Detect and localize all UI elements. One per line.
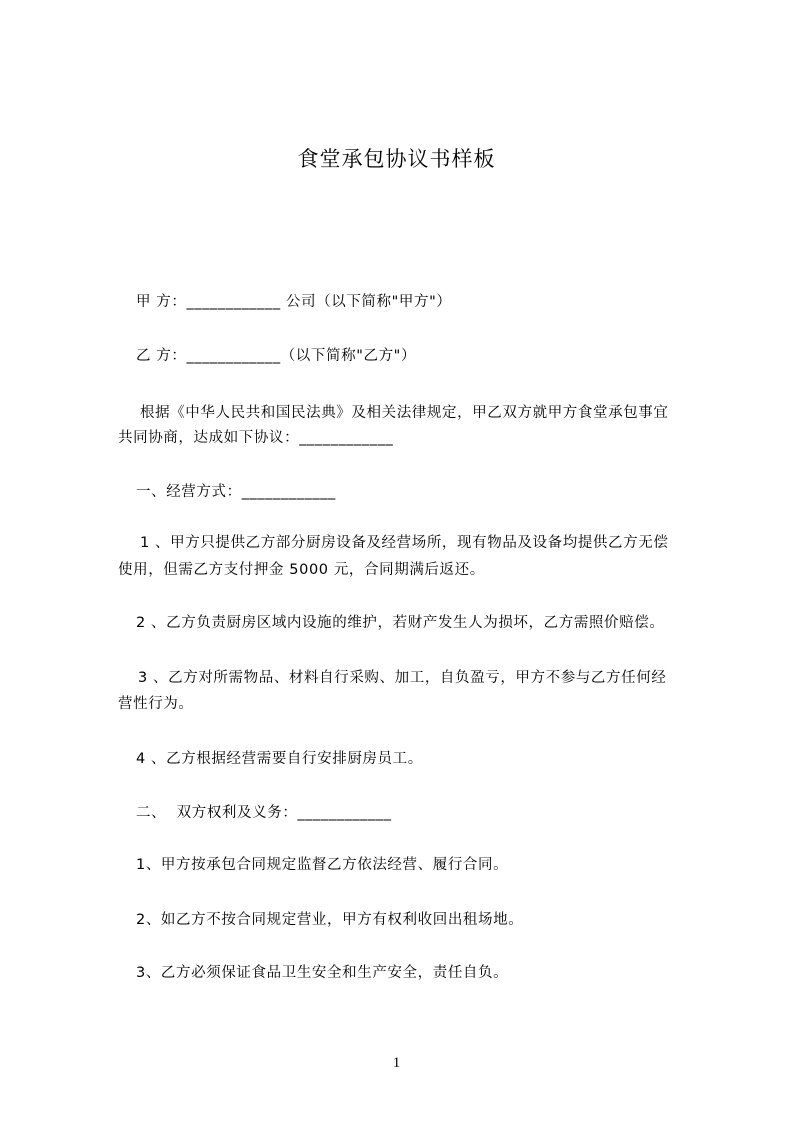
clause-2-1: 1、甲方按承包合同规定监督乙方依法经营、履行合同。: [136, 857, 509, 873]
clause-2-2: 2、如乙方不按合同规定营业，甲方有权利收回出租场地。: [136, 912, 524, 928]
section-1-heading: 一、经营方式：____________: [136, 484, 336, 500]
clause-1-3-line-1: 3 、乙方对所需物品、材料自行采购、加工，自负盈亏，甲方不参与乙方任何经: [138, 670, 667, 686]
clause-1-2: 2 、乙方负责厨房区域内设施的维护，若财产发生人为损坏，乙方需照价赔偿。: [136, 615, 665, 631]
section-2-heading: 二、 双方权利及义务：____________: [136, 805, 392, 821]
preamble-line-1: 根据《中华人民共和国民法典》及相关法律规定，甲乙双方就甲方食堂承包事宜: [140, 405, 669, 421]
page-number: 1: [392, 1055, 401, 1071]
party-b-line: 乙 方：____________（以下简称"乙方"）: [136, 348, 417, 364]
preamble-line-2: 共同协商，达成如下协议：____________: [118, 430, 394, 446]
clause-2-3: 3、乙方必须保证食品卫生安全和生产安全，责任自负。: [136, 965, 509, 981]
party-a-line: 甲 方：____________ 公司（以下简称"甲方"）: [136, 294, 452, 310]
document-title: 食堂承包协议书样板: [297, 147, 496, 171]
clause-1-1-line-2: 使用，但需乙方支付押金 5000 元，合同期满后返还。: [118, 562, 485, 578]
clause-1-1-line-1: 1 、甲方只提供乙方部分厨房设备及经营场所，现有物品及设备均提供乙方无偿: [140, 535, 669, 551]
clause-1-3-line-2: 营性行为。: [118, 696, 194, 712]
clause-1-4: 4 、乙方根据经营需要自行安排厨房员工。: [136, 751, 423, 767]
